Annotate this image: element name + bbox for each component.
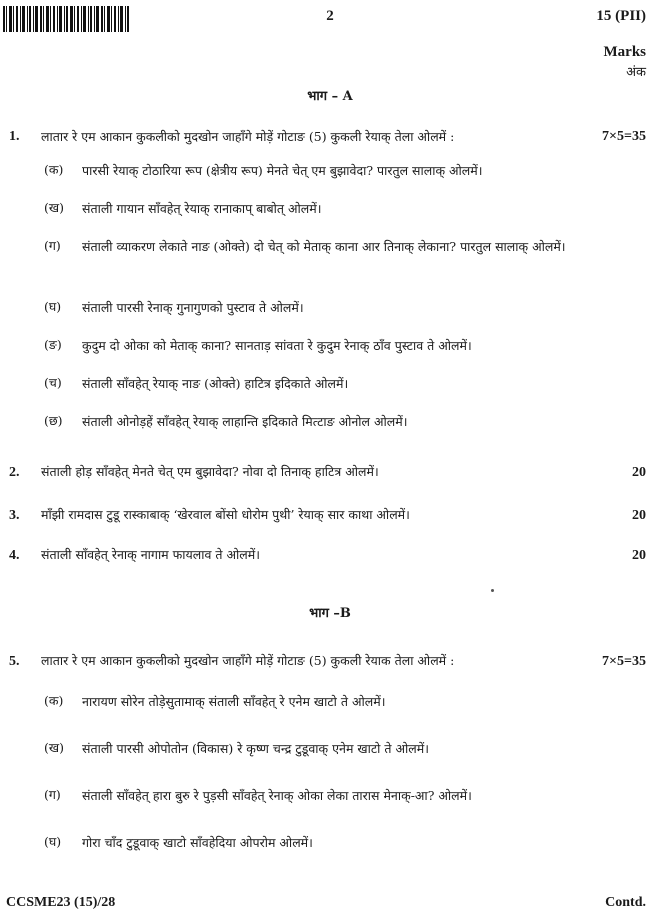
question-marks: 20 — [632, 548, 646, 563]
marks-column-label: Marks — [603, 44, 646, 60]
footer-contd: Contd. — [605, 895, 646, 910]
section-title-b: भाग –B — [309, 606, 351, 621]
question-number: 1. — [9, 129, 20, 144]
subpart-label: (ग) — [44, 238, 61, 253]
footer-paper-code: CCSME23 (15)/28 — [6, 895, 116, 910]
subpart-label: (ख) — [44, 740, 64, 755]
question-text: संताली साँवहेत् रेनाक् नागाम फायलाव ते ओलमें। — [41, 547, 260, 562]
question-number: 2. — [9, 465, 20, 480]
page-number: 2 — [326, 8, 334, 24]
subpart-label: (घ) — [44, 834, 62, 849]
question-number: 5. — [9, 654, 20, 669]
subpart-label: (छ) — [44, 413, 63, 428]
question-marks: 20 — [632, 508, 646, 523]
subpart-label: (क) — [44, 693, 64, 708]
question-marks: 7×5=35 — [602, 654, 646, 669]
marks-column-label-hindi: अंक — [626, 65, 646, 80]
paper-code: 15 (PII) — [596, 8, 646, 24]
question-marks: 20 — [632, 465, 646, 480]
question-text: लातार रे एम आकान कुकलीको मुदखोन जाहाँगे मोड़ें गोटाङ (5) कुकली रेयाक् तेला ओलमें : — [41, 129, 455, 144]
question-text: माँझी रामदास टुडू रास्काबाक् ‘खेरवाल बोंसो धोरोम पुथी’ रेयाक् सार काथा ओलमें। — [41, 507, 410, 522]
subpart-text: संताली व्याकरण लेकाते नाङ (ओक्ते) दो चेत् को मेताक् काना आर तिनाक् लेकाना? पारतुल सालाक् ओलमें। — [82, 239, 566, 254]
question-text: संताली होड़ साँवहेत् मेनते चेत् एम बुझावेदा? नोवा दो तिनाक् हाटित्र ओलमें। — [41, 464, 379, 479]
subpart-label: (च) — [44, 375, 62, 390]
question-text: लातार रे एम आकान कुकलीको मुदखोन जाहाँगे मोड़ें गोटाङ (5) कुकली रेयाक तेला ओलमें : — [41, 653, 455, 668]
section-title-a: भाग – A — [307, 89, 353, 104]
question-number: 3. — [9, 508, 20, 523]
question-number: 4. — [9, 548, 20, 563]
subpart-text: संताली पारसी ओपोतोन (विकास) रे कृष्ण चन्द्र टुडूवाक् एनेम खाटो ते ओलमें। — [82, 741, 429, 756]
subpart-label: (घ) — [44, 299, 62, 314]
subpart-text: संताली ओनोड़हें साँवहेत् रेयाक् लाहान्ति इदिकाते मित्टाङ ओनोल ओलमें। — [82, 414, 408, 429]
stray-mark — [491, 589, 494, 592]
subpart-text: संताली साँवहेत् रेयाक् नाङ (ओक्ते) हाटित्र इदिकाते ओलमें। — [82, 376, 349, 391]
subpart-label: (ख) — [44, 200, 64, 215]
subpart-text: गोरा चाँद टुडूवाक् खाटो साँवहेदिया ओपरोम ओलमें। — [82, 835, 313, 850]
subpart-text: संताली पारसी रेनाक् गुनागुणको पुस्टाव ते ओलमें। — [82, 300, 304, 315]
question-marks: 7×5=35 — [602, 129, 646, 144]
subpart-text: कुदुम दो ओका को मेताक् काना? सानताड़ सांवता रे कुदुम रेनाक् ठाँव पुस्टाव ते ओलमें। — [82, 338, 472, 353]
subpart-label: (ग) — [44, 787, 61, 802]
subpart-text: संताली साँवहेत् हारा बुरु रे पुड़सी साँवहेत् रेनाक् ओका लेका तारास मेनाक्-आ? ओलमें। — [82, 788, 472, 803]
subpart-label: (क) — [44, 162, 64, 177]
subpart-text: पारसी रेयाक् टोठारिया रूप (क्षेत्रीय रूप) मेनते चेत् एम बुझावेदा? पारतुल सालाक् ओलमें। — [82, 163, 483, 178]
subpart-text: संताली गायान साँवहेत् रेयाक् रानाकाप् बाबोत् ओलमें। — [82, 201, 322, 216]
subpart-label: (ङ) — [44, 337, 62, 352]
subpart-text: नारायण सोरेन तोड़ेसुतामाक् संताली साँवहेत् रे एनेम खाटो ते ओलमें। — [82, 694, 386, 709]
